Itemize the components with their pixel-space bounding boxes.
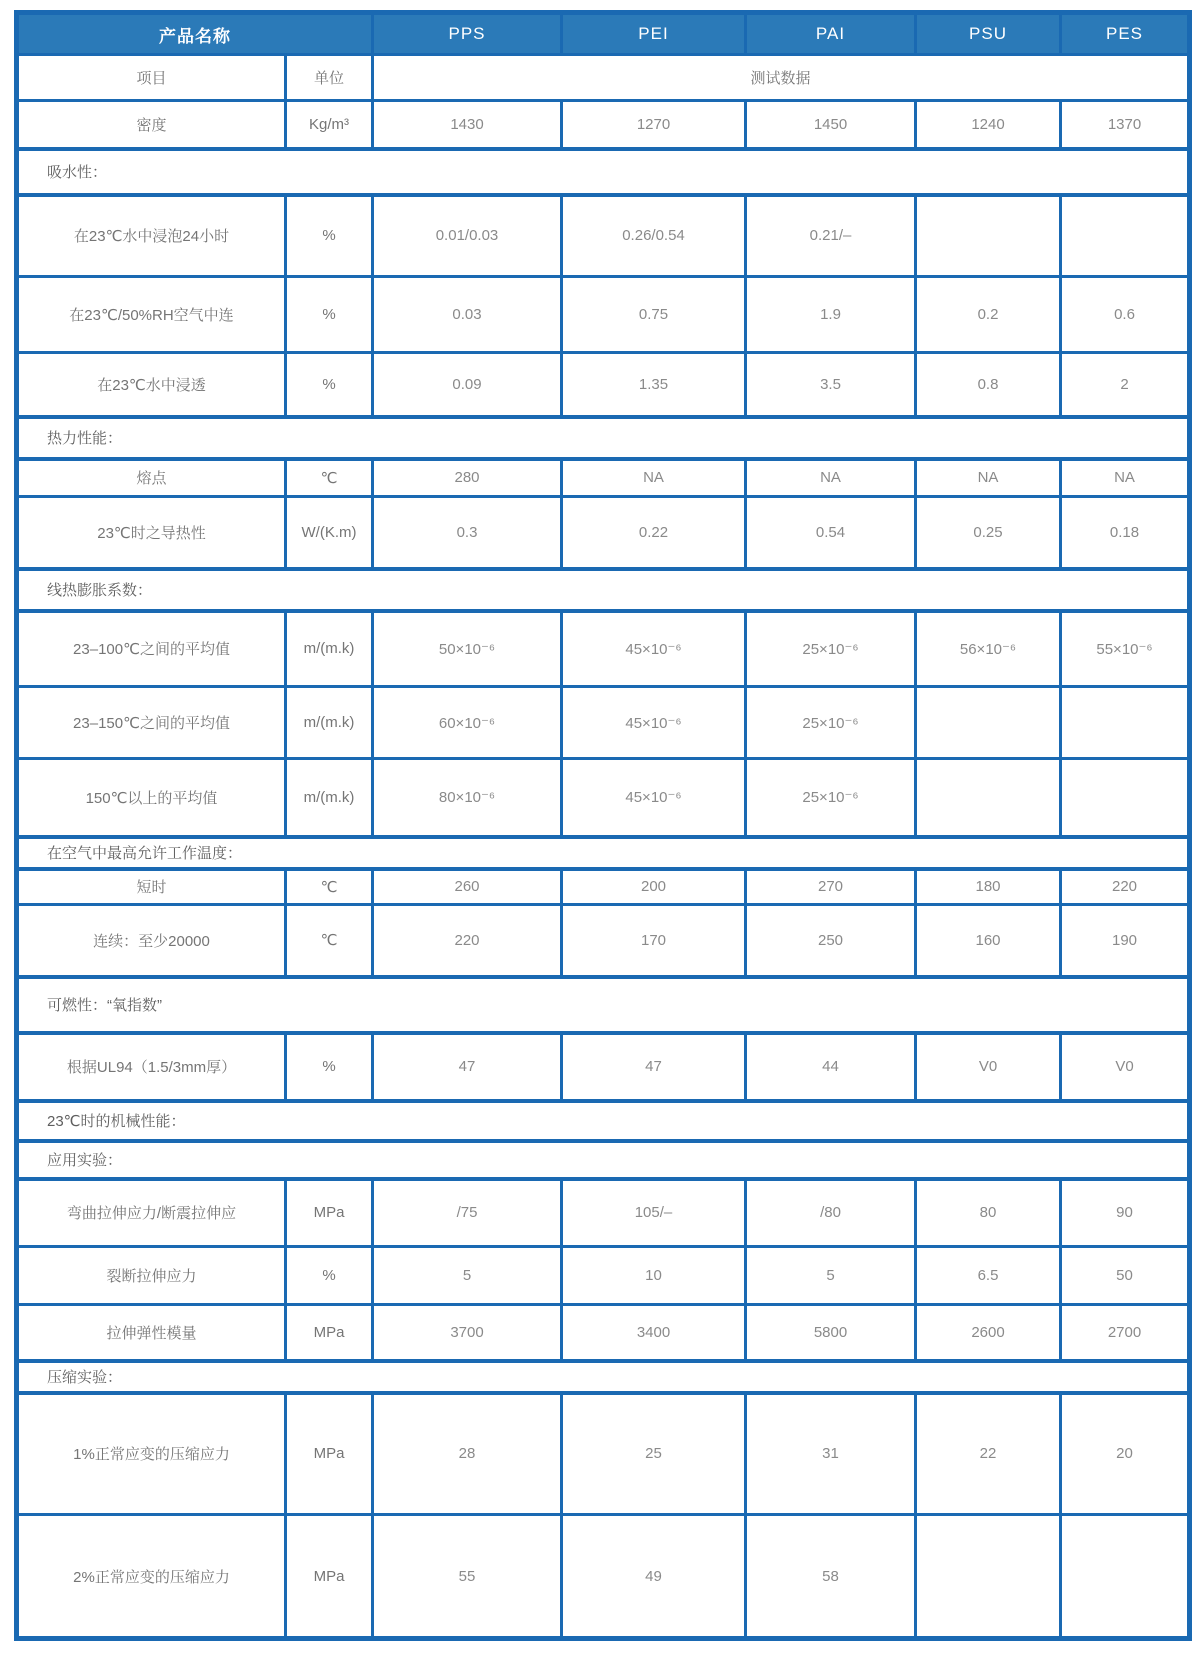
row-label: 在23℃水中浸透 (17, 353, 286, 417)
row-unit: m/(m.k) (286, 687, 373, 759)
row-value: 160 (916, 905, 1061, 977)
row-value: 44 (746, 1033, 916, 1101)
row-label: 短时 (17, 869, 286, 905)
unit-header: 单位 (286, 55, 373, 101)
row-value: 0.03 (373, 277, 562, 353)
row-unit: MPa (286, 1179, 373, 1247)
section-row (17, 1101, 1190, 1141)
row-label: 在23℃水中浸泡24小时 (17, 195, 286, 277)
row-value: 220 (373, 905, 562, 977)
row-label: 23–150℃之间的平均值 (17, 687, 286, 759)
section-label: 热力性能： (17, 417, 1190, 459)
section-row (17, 417, 1190, 459)
product-spec-table (14, 10, 1192, 1641)
row-value: 1.9 (746, 277, 916, 353)
row-value: NA (562, 459, 746, 497)
row-unit: MPa (286, 1393, 373, 1515)
section-label: 应用实验： (17, 1141, 1190, 1179)
row-unit: % (286, 1033, 373, 1101)
row-value: 3.5 (746, 353, 916, 417)
row-label: 熔点 (17, 459, 286, 497)
column-header-psu: PSU (916, 13, 1061, 55)
table-row (17, 687, 1190, 759)
row-value: 0.18 (1061, 497, 1190, 569)
row-label: 连续：至少20000 (17, 905, 286, 977)
row-label: 弯曲拉伸应力/断震拉伸应 (17, 1179, 286, 1247)
section-row (17, 1361, 1190, 1393)
column-header-pai: PAI (746, 13, 916, 55)
row-label: 1%正常应变的压缩应力 (17, 1393, 286, 1515)
row-value (1061, 687, 1190, 759)
row-value: 25×10⁻⁶ (746, 611, 916, 687)
row-unit: % (286, 1247, 373, 1305)
table-row (17, 459, 1190, 497)
table-row (17, 1393, 1190, 1515)
row-value: 5 (373, 1247, 562, 1305)
row-value: 45×10⁻⁶ (562, 759, 746, 837)
row-value: 58 (746, 1515, 916, 1639)
row-value: 60×10⁻⁶ (373, 687, 562, 759)
row-value: 0.2 (916, 277, 1061, 353)
table-row (17, 101, 1190, 149)
row-value: 50 (1061, 1247, 1190, 1305)
row-label: 密度 (17, 101, 286, 149)
row-value (916, 195, 1061, 277)
row-label: 在23℃/50%RH空气中连 (17, 277, 286, 353)
section-label: 压缩实验： (17, 1361, 1190, 1393)
row-value: 180 (916, 869, 1061, 905)
row-unit: ℃ (286, 459, 373, 497)
row-value: 5 (746, 1247, 916, 1305)
row-label: 150℃以上的平均值 (17, 759, 286, 837)
row-value: 170 (562, 905, 746, 977)
row-value: /80 (746, 1179, 916, 1247)
row-value: 50×10⁻⁶ (373, 611, 562, 687)
row-value: 28 (373, 1393, 562, 1515)
table-row (17, 1179, 1190, 1247)
section-row (17, 837, 1190, 869)
row-value: 56×10⁻⁶ (916, 611, 1061, 687)
row-value: 80 (916, 1179, 1061, 1247)
row-value: 270 (746, 869, 916, 905)
row-value: NA (746, 459, 916, 497)
table-body (17, 55, 1190, 1639)
row-value: 49 (562, 1515, 746, 1639)
table-row (17, 869, 1190, 905)
row-value: 1270 (562, 101, 746, 149)
row-value: 2700 (1061, 1305, 1190, 1361)
section-row (17, 1141, 1190, 1179)
row-value: 0.26/0.54 (562, 195, 746, 277)
row-value: 200 (562, 869, 746, 905)
row-value: 0.01/0.03 (373, 195, 562, 277)
item-header: 项目 (17, 55, 286, 101)
row-value: 80×10⁻⁶ (373, 759, 562, 837)
row-value: 55 (373, 1515, 562, 1639)
column-header-pei: PEI (562, 13, 746, 55)
row-value (916, 759, 1061, 837)
row-value: 47 (373, 1033, 562, 1101)
row-value: 0.3 (373, 497, 562, 569)
table-row (17, 1033, 1190, 1101)
row-value: 45×10⁻⁶ (562, 687, 746, 759)
row-value: 0.25 (916, 497, 1061, 569)
row-unit: ℃ (286, 905, 373, 977)
row-value: V0 (916, 1033, 1061, 1101)
row-value (916, 687, 1061, 759)
row-value: 1450 (746, 101, 916, 149)
row-unit: % (286, 195, 373, 277)
row-value (916, 1515, 1061, 1639)
row-value: 220 (1061, 869, 1190, 905)
section-label: 吸水性： (17, 149, 1190, 195)
row-value (1061, 1515, 1190, 1639)
row-unit: W/(K.m) (286, 497, 373, 569)
row-value: 3700 (373, 1305, 562, 1361)
section-label: 线热膨胀系数： (17, 569, 1190, 611)
row-unit: MPa (286, 1515, 373, 1639)
row-value: 0.75 (562, 277, 746, 353)
row-label: 23℃时之导热性 (17, 497, 286, 569)
row-value: 3400 (562, 1305, 746, 1361)
row-label: 2%正常应变的压缩应力 (17, 1515, 286, 1639)
row-value: 105/– (562, 1179, 746, 1247)
row-value: 190 (1061, 905, 1190, 977)
row-value: 2 (1061, 353, 1190, 417)
row-value: 25×10⁻⁶ (746, 687, 916, 759)
row-value: 0.54 (746, 497, 916, 569)
section-row (17, 149, 1190, 195)
test-data-header: 测试数据 (373, 55, 1190, 101)
row-unit: Kg/m³ (286, 101, 373, 149)
row-value: 10 (562, 1247, 746, 1305)
table-row (17, 611, 1190, 687)
row-value: 0.09 (373, 353, 562, 417)
table-row (17, 353, 1190, 417)
table-row (17, 277, 1190, 353)
row-value: 25×10⁻⁶ (746, 759, 916, 837)
row-unit: MPa (286, 1305, 373, 1361)
table-row (17, 497, 1190, 569)
row-value (1061, 759, 1190, 837)
row-label: 根据UL94（1.5/3mm厚） (17, 1033, 286, 1101)
table-row (17, 1305, 1190, 1361)
table-row (17, 759, 1190, 837)
row-value: 1430 (373, 101, 562, 149)
row-value: 280 (373, 459, 562, 497)
row-label: 23–100℃之间的平均值 (17, 611, 286, 687)
row-value: 31 (746, 1393, 916, 1515)
row-value: 0.22 (562, 497, 746, 569)
table-row (17, 1247, 1190, 1305)
row-value: 90 (1061, 1179, 1190, 1247)
row-value: 1370 (1061, 101, 1190, 149)
row-value: 0.6 (1061, 277, 1190, 353)
row-value: 0.21/– (746, 195, 916, 277)
row-value: 22 (916, 1393, 1061, 1515)
row-value: 2600 (916, 1305, 1061, 1361)
row-value: 47 (562, 1033, 746, 1101)
row-value: 1240 (916, 101, 1061, 149)
row-value: 6.5 (916, 1247, 1061, 1305)
column-header-pps: PPS (373, 13, 562, 55)
section-row (17, 569, 1190, 611)
row-unit: ℃ (286, 869, 373, 905)
row-unit: % (286, 353, 373, 417)
table-row (17, 195, 1190, 277)
subheader-row (17, 55, 1190, 101)
row-unit: % (286, 277, 373, 353)
row-unit: m/(m.k) (286, 611, 373, 687)
product-name-header: 产品名称 (17, 13, 373, 55)
row-value: NA (916, 459, 1061, 497)
row-label: 拉伸弹性模量 (17, 1305, 286, 1361)
row-value: 1.35 (562, 353, 746, 417)
row-value: 0.8 (916, 353, 1061, 417)
table-row (17, 905, 1190, 977)
table-row (17, 1515, 1190, 1639)
section-row (17, 977, 1190, 1033)
row-value: 45×10⁻⁶ (562, 611, 746, 687)
row-value: V0 (1061, 1033, 1190, 1101)
row-unit: m/(m.k) (286, 759, 373, 837)
row-label: 裂断拉伸应力 (17, 1247, 286, 1305)
row-value: NA (1061, 459, 1190, 497)
row-value: 250 (746, 905, 916, 977)
section-label: 在空气中最高允许工作温度： (17, 837, 1190, 869)
row-value (1061, 195, 1190, 277)
section-label: 可燃性：“氧指数” (17, 977, 1190, 1033)
section-label: 23℃时的机械性能： (17, 1101, 1190, 1141)
row-value: 20 (1061, 1393, 1190, 1515)
row-value: /75 (373, 1179, 562, 1247)
column-header-pes: PES (1061, 13, 1190, 55)
row-value: 55×10⁻⁶ (1061, 611, 1190, 687)
row-value: 260 (373, 869, 562, 905)
row-value: 25 (562, 1393, 746, 1515)
row-value: 5800 (746, 1305, 916, 1361)
product-header-row (17, 13, 1190, 55)
